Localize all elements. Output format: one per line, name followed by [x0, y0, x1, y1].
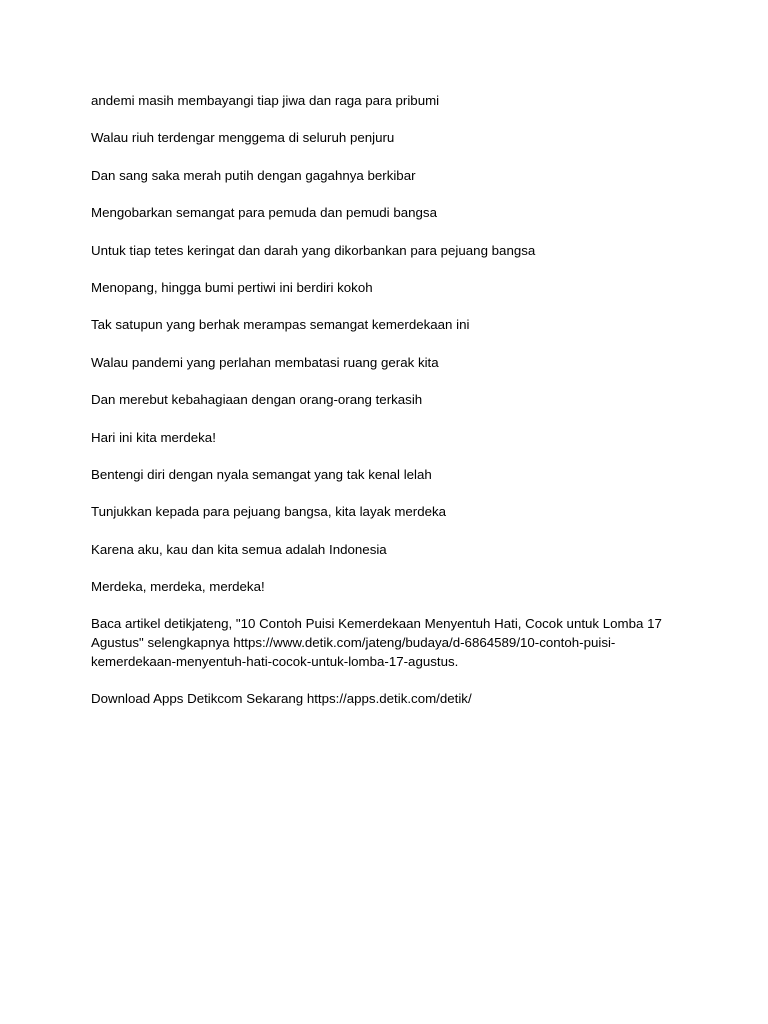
poem-line: Hari ini kita merdeka!: [91, 429, 216, 445]
poem-line: andemi masih membayangi tiap jiwa dan raga para pribumi: [91, 93, 440, 108]
poem-line: Bentengi diri dengan nyala semangat yang tak kenal lelah: [91, 466, 432, 482]
poem-line: Tak satupun yang berhak merampas semangat kemerdekaan ini: [91, 317, 470, 333]
article-note: Baca artikel detikjateng, "10 Contoh Puisi Kemerdekaan Menyentuh Hati, Cocok untuk Lomba 17 Agustus" selengkapnya https://www.detik.com/jateng/budaya/d-6864589/10-contoh-puisi-kemerdekaan-menyentuh-hati-cocok-untuk-lomba-17-agustus.: [91, 616, 662, 670]
poem-line: Walau pandemi yang perlahan membatasi ruang gerak kita: [91, 354, 439, 370]
poem-line: Karena aku, kau dan kita semua adalah Indonesia: [91, 541, 387, 557]
poem-line: Walau riuh terdengar menggema di seluruh penjuru: [91, 130, 395, 146]
download-note: Download Apps Detikcom Sekarang https://apps.detik.com/detik/: [91, 691, 472, 707]
poem-line: Dan sang saka merah putih dengan gagahnya berkibar: [91, 167, 416, 183]
poem-line: Mengobarkan semangat para pemuda dan pemudi bangsa: [91, 205, 437, 221]
poem-line: Menopang, hingga bumi pertiwi ini berdiri kokoh: [91, 279, 373, 295]
document-body: [91, 91, 681, 726]
poem-line: Tunjukkan kepada para pejuang bangsa, kita layak merdeka: [91, 504, 447, 520]
poem-line: Dan merebut kebahagiaan dengan orang-orang terkasih: [91, 392, 423, 408]
poem-line: Untuk tiap tetes keringat dan darah yang dikorbankan para pejuang bangsa: [91, 242, 536, 258]
poem-line: Merdeka, merdeka, merdeka!: [91, 579, 265, 595]
